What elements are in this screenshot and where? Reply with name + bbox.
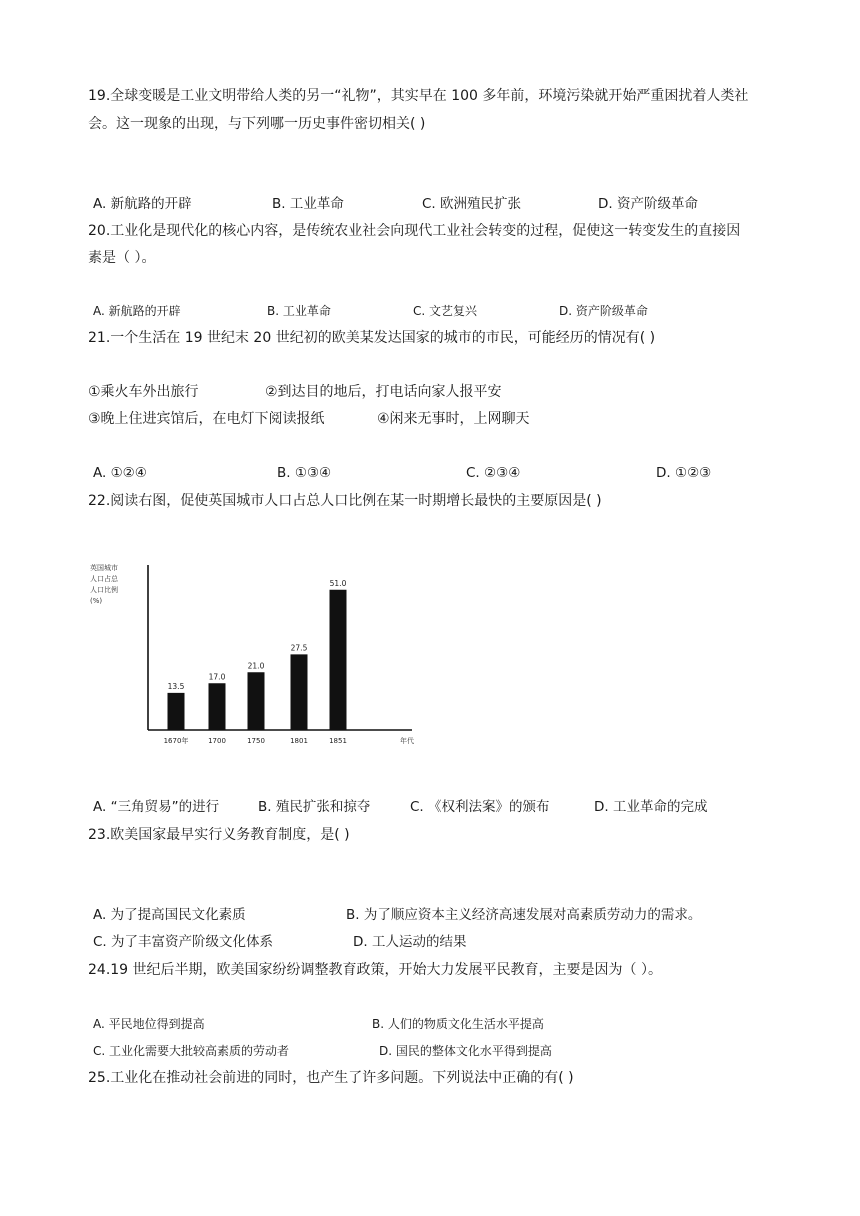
chart-x-axis-label: 年代 [400, 737, 414, 745]
chart-value-label: 27.5 [290, 643, 308, 653]
chart-bar [291, 654, 308, 730]
chart-tick-label: 1801 [290, 737, 308, 745]
q19-option-c: C. 欧洲殖民扩张 [422, 196, 522, 212]
q21-option-b: B. ①③④ [277, 465, 332, 481]
q19-option-b: B. 工业革命 [272, 196, 344, 212]
q21-item-3: ③晚上住进宾馆后，在电灯下阅读报纸 [88, 411, 325, 427]
chart-tick-label: 1670年 [163, 737, 189, 745]
question-25-line-1: 25.工业化在推动社会前进的同时，也产生了许多问题。下列说法中正确的有( ) [88, 1070, 574, 1086]
question-19-line-2: 会。这一现象的出现，与下列哪一历史事件密切相关( ) [88, 116, 426, 132]
chart-value-label: 17.0 [208, 672, 226, 682]
chart-bar [168, 693, 185, 730]
q23-option-c: C. 为了丰富资产阶级文化体系 [93, 934, 274, 950]
chart-value-label: 21.0 [247, 661, 265, 671]
question-21-line-1: 21.一个生活在 19 世纪末 20 世纪初的欧美某发达国家的城市的市民，可能经历的情况有( ) [88, 330, 656, 346]
q20-option-c: C. 文艺复兴 [413, 304, 478, 318]
q24-option-c: C. 工业化需要大批较高素质的劳动者 [93, 1044, 290, 1058]
q24-option-a: A. 平民地位得到提高 [93, 1017, 205, 1031]
chart-tick-label: 1700 [208, 737, 226, 745]
q21-option-a: A. ①②④ [93, 465, 147, 481]
chart-tick-label: 1851 [329, 737, 347, 745]
chart-value-label: 13.5 [167, 681, 185, 691]
q24-option-b: B. 人们的物质文化生活水平提高 [372, 1017, 544, 1031]
q24-option-d: D. 国民的整体文化水平得到提高 [379, 1044, 552, 1058]
question-20-line-2: 素是（ ）。 [88, 250, 156, 266]
q21-item-4: ④闲来无事时，上网聊天 [377, 411, 530, 427]
question-20-line-1: 20.工业化是现代化的核心内容，是传统农业社会向现代工业社会转变的过程，促使这一转变发生的直接因 [88, 223, 741, 239]
q20-option-b: B. 工业革命 [267, 304, 331, 318]
q23-option-a: A. 为了提高国民文化素质 [93, 907, 246, 923]
chart-tick-label: 1750 [247, 737, 265, 745]
q23-option-b: B. 为了顺应资本主义经济高速发展对高素质劳动力的需求。 [346, 907, 702, 923]
q21-item-1: ①乘火车外出旅行 [88, 384, 199, 400]
q20-option-d: D. 资产阶级革命 [559, 304, 648, 318]
chart-ylabel-line: (%) [90, 597, 103, 605]
chart-bar [330, 590, 347, 730]
chart-value-label: 51.0 [329, 578, 347, 588]
q22-option-b: B. 殖民扩张和掠夺 [258, 799, 371, 815]
q22-option-c: C. 《权利法案》的颁布 [410, 799, 550, 815]
q21-item-2: ②到达目的地后，打电话向家人报平安 [265, 384, 502, 400]
question-22-line-1: 22.阅读右图，促使英国城市人口占总人口比例在某一时期增长最快的主要原因是( ) [88, 493, 602, 509]
question-23-line-1: 23.欧美国家最早实行义务教育制度，是( ) [88, 827, 350, 843]
q20-option-a: A. 新航路的开辟 [93, 304, 181, 318]
chart-bar [248, 672, 265, 730]
chart-ylabel-line: 人口比例 [90, 586, 118, 594]
q21-option-c: C. ②③④ [466, 465, 521, 481]
q23-option-d: D. 工人运动的结果 [353, 934, 467, 950]
urban-population-chart [84, 560, 424, 750]
q21-option-d: D. ①②③ [656, 465, 712, 481]
q22-option-a: A. “三角贸易”的进行 [93, 799, 220, 815]
chart-ylabel-line: 英国城市 [90, 564, 118, 572]
q19-option-d: D. 资产阶级革命 [598, 196, 698, 212]
q22-option-d: D. 工业革命的完成 [594, 799, 708, 815]
chart-y-axis-label [90, 563, 119, 605]
question-24-line-1: 24.19 世纪后半期，欧美国家纷纷调整教育政策，开始大力发展平民教育，主要是因为（ ）。 [88, 962, 662, 978]
question-19-line-1: 19.全球变暖是工业文明带给人类的另一“礼物”，其实早在 100 多年前，环境污染就开始严重困扰着人类社 [88, 88, 749, 104]
chart-bar [209, 683, 226, 730]
q19-option-a: A. 新航路的开辟 [93, 196, 192, 212]
chart-ylabel-line: 人口占总 [90, 575, 118, 583]
